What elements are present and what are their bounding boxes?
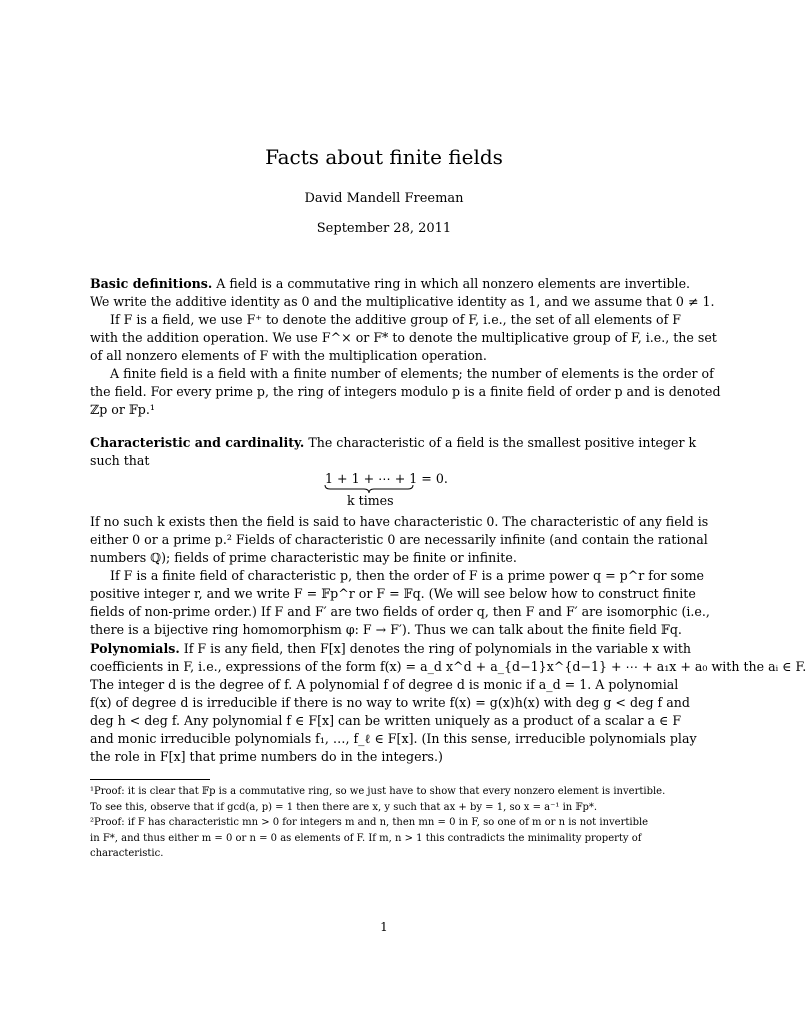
section-heading: Characteristic and cardinality. (90, 435, 305, 450)
page-number: 1 (380, 920, 388, 934)
paragraph-line: f(x) of degree d is irreducible if there is no way to write f(x) = g(x)h(x) with deg g < deg f and (90, 695, 690, 710)
footnote-line: in F*, and thus either m = 0 or n = 0 as elements of F. If m, n > 1 this contradicts the minimality property of (90, 832, 642, 844)
paragraph-line (90, 275, 691, 293)
footnote-line: To see this, observe that if gcd(a, p) = 1 then there are x, y such that ax + by = 1, so x = a⁻¹ in 𝔽p*. (90, 801, 598, 813)
paragraph-text: If F is any field, then F[x] denotes the ring of polynomials in the variable x with (183, 641, 692, 656)
paragraph-line: If no such k exists then the field is said to have characteristic 0. The characteristic of any field is (90, 514, 709, 529)
footnote-line: characteristic. (90, 848, 164, 859)
paragraph-line: of all nonzero elements of F with the multiplication operation. (90, 348, 487, 363)
paragraph-line: If F is a finite field of characteristic p, then the order of F is a prime power q = p^r for some (110, 568, 704, 583)
paragraph-line: The integer d is the degree of f. A polynomial f of degree d is monic if a_d = 1. A polynomial (90, 677, 679, 692)
paragraph-line: A finite field is a field with a finite number of elements; the number of elements is the order of (110, 366, 714, 381)
paragraph-line: the field. For every prime p, the ring of integers modulo p is a finite field of order p and is denoted (90, 384, 721, 399)
section-characteristic (90, 434, 697, 470)
footnote-line: ¹Proof: it is clear that 𝔽p is a commutative ring, so we just have to show that every nonzero element is invertible. (90, 786, 666, 797)
paragraph-line: deg h < deg f. Any polynomial f ∈ F[x] can be written uniquely as a product of a scalar a ∈ F (90, 713, 682, 728)
paragraph-line: either 0 or a prime p.² Fields of characteristic 0 are necessarily infinite (and contain the rational (90, 532, 708, 547)
footnote-rule (90, 779, 210, 780)
paragraph-line: such that (90, 453, 150, 468)
section-characteristic-continued (90, 513, 710, 639)
paragraph-line: If F is a field, we use F⁺ to denote the additive group of F, i.e., the set of all elements of F (110, 312, 682, 327)
section-heading: Polynomials. (90, 641, 180, 656)
paragraph-line (90, 640, 692, 658)
paragraph-line: there is a bijective ring homomorphism φ: F → F′). Thus we can talk about the finite field 𝔽q. (90, 622, 682, 637)
paragraph-line: the role in F[x] that prime numbers do in the integers.) (90, 749, 443, 764)
section-heading: Basic definitions. (90, 276, 213, 291)
paper-author: David Mandell Freeman (304, 191, 464, 206)
paragraph-line: with the addition operation. We use F^× or F* to denote the multiplicative group of F, i.e., the set (90, 330, 717, 345)
paragraph-line: numbers ℚ); fields of prime characteristic may be finite or infinite. (90, 550, 517, 565)
paper-date: September 28, 2011 (316, 221, 452, 236)
paragraph-line (90, 434, 697, 452)
section-polynomials (90, 640, 806, 766)
paragraph-line: ℤp or 𝔽p.¹ (90, 402, 155, 417)
paragraph-text: The characteristic of a field is the smallest positive integer k (308, 435, 697, 450)
paragraph-line: positive integer r, and we write F = 𝔽p^r or F = 𝔽q. (We will see below how to construct finite (90, 586, 696, 601)
paragraph-line: fields of non-prime order.) If F and F′ are two fields of order q, then F and F′ are isomorphic (i.e., (90, 604, 710, 619)
footnote-line: ²Proof: if F has characteristic mn > 0 for integers m and n, then mn = 0 in F, so one of m or n is not invertible (90, 817, 649, 828)
paragraph-text: A field is a commutative ring in which all nonzero elements are invertible. (216, 276, 691, 291)
section-basic-definitions (90, 275, 721, 419)
paragraph-line: coefficients in F, i.e., expressions of the form f(x) = a_d x^d + a_{d−1}x^{d−1} + ⋯ + a₁x + a₀ with the aᵢ ∈ F. (90, 659, 806, 674)
equation-underbrace-label: k times (347, 493, 394, 508)
equation: 1 + 1 + ⋯ + 1 = 0. (325, 471, 448, 486)
paper-title: Facts about finite fields (265, 145, 503, 169)
paragraph-line: and monic irreducible polynomials f₁, …, f_ℓ ∈ F[x]. (In this sense, irreducible polynomials play (90, 731, 697, 746)
footnotes (90, 784, 678, 862)
paragraph-line: We write the additive identity as 0 and the multiplicative identity as 1, and we assume that 0 ≠ 1. (90, 294, 715, 309)
